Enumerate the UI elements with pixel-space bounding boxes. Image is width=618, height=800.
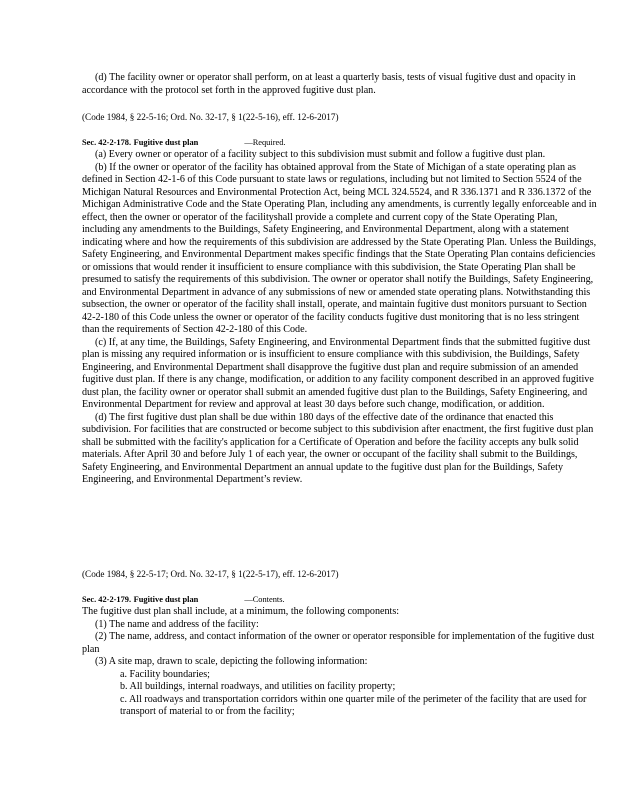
section-number: Sec. 42-2-179. [82, 595, 132, 604]
list-item-3b: b. All buildings, internal roadways, and utilities on facility property; [120, 681, 396, 692]
section-42-2-179-body [82, 606, 598, 719]
section-heading-42-2-178 [82, 137, 598, 150]
section-42-2-178-body [82, 149, 598, 487]
section-subtitle: —Contents. [244, 595, 285, 604]
section-title: Fugitive dust plan [133, 595, 199, 604]
paragraph-d-visual-dust-tests: (d) The facility owner or operator shall perform, on at least a quarterly basis, tests of visual fugitive dust and opacity in accordance with the protocol set forth in the approved fugitive dust plan. [82, 72, 576, 96]
list-item-3c: c. All roadways and transportation corridors within one quarter mile of the perimeter of the facility that are used for transport of material to or from the facility; [120, 693, 587, 717]
section-subtitle: —Required. [244, 138, 286, 147]
paragraph-d: (d) The first fugitive dust plan shall be due within 180 days of the effective date of the ordinance that enacted this subdivision. For facilities that are constructed or become subject to this subdivision after enactment, the first fugitive dust plan shall be submitted with the facility's application for a Certificate of Operation and before the facility accepts any bulk solid materials. After April 30 and before July 1 of each year, the owner or occupant of the facility shall submit to the Buildings, Safety Engineering, and Environmental Department an annual update to the fugitive dust plan for the Buildings, Safety Engineering, and Environmental Department’s review. [82, 411, 594, 485]
contents-intro: The fugitive dust plan shall include, at a minimum, the following components: [82, 606, 400, 617]
section-title: Fugitive dust plan [133, 138, 199, 147]
section-heading-42-2-179 [82, 594, 598, 607]
paragraph-a: (a) Every owner or operator of a facility subject to this subdivision must submit and follow a fugitive dust plan. [95, 149, 546, 160]
list-item-1: (1) The name and address of the facility: [95, 618, 259, 630]
paragraph-b: (b) If the owner or operator of the facility has obtained approval from the State of Michigan of a state operating plan as defined in Section 42-1-6 of this Code pursuant to state laws or regulations, including but not limited to Section 5524 of the Michigan Natural Resources and Environmental Protection Act, being MCL 324.5524, and R 336.1371 and R 336.1372 of the Michigan Administrative Code and the State Operating Plan, including any amendments, is currently legally enforceable and in effect, then the owner or operator of the facilityshall provide a complete and current copy of the State Operating Plan, including any amendments to the Buildings, Safety Engineering, and Environmental Department, along with a statement indicating where and how the requirements of this subdivision are addressed by the State Operating Plan. Unless the Buildings, Safety Engineering, and Environmental Department makes specific findings that the State Operating Plan contains deficiencies or omissions that would render it insufficient to ensure compliance with this subdivision, the State Operating Plan shall be presumed to satisfy the requirements of this subdivision. The owner or operator shall notify the Buildings, Safety Engineering, and Environmental Department in advance of any submissions of new or amended state operating plans. Notwithstanding this subsection, the owner or operator of the facility shall install, operate, and maintain fugitive dust monitors pursuant to Section 42-2-180 of this Code unless the owner or operator of the facility conducts fugitive dust monitoring that is no less stringent than the requirements of Section 42-2-180 of this Code. [82, 161, 597, 335]
section-number: Sec. 42-2-178. [82, 138, 132, 147]
citation-22-5-16: (Code 1984, § 22-5-16; Ord. No. 32-17, § 1(22-5-16), eff. 12-6-2017) [82, 112, 339, 122]
list-item-2: (2) The name, address, and contact information of the owner or operator responsible for implementation of the fugitive dust plan [82, 631, 595, 655]
paragraph-c: (c) If, at any time, the Buildings, Safety Engineering, and Environmental Department finds that the submitted fugitive dust plan is missing any required information or is insufficient to ensure compliance with this subdivision, the Buildings, Safety Engineering, and Environmental Department shall disapprove the fugitive dust plan and require submission of an amended fugitive dust plan. If there is any change, modification, or addition to any facility component described in an approved fugitive dust plan, the facility owner or operator shall submit an amended fugitive dust plan to the Buildings, Safety Engineering, and Environmental Department for review and approval at least 30 days before such change, modification, or addition. [82, 336, 594, 410]
list-item-3: (3) A site map, drawn to scale, depicting the following information: [95, 656, 368, 667]
list-item-3a: a. Facility boundaries; [120, 668, 210, 680]
citation-22-5-17: (Code 1984, § 22-5-17; Ord. No. 32-17, § 1(22-5-17), eff. 12-6-2017) [82, 569, 339, 579]
